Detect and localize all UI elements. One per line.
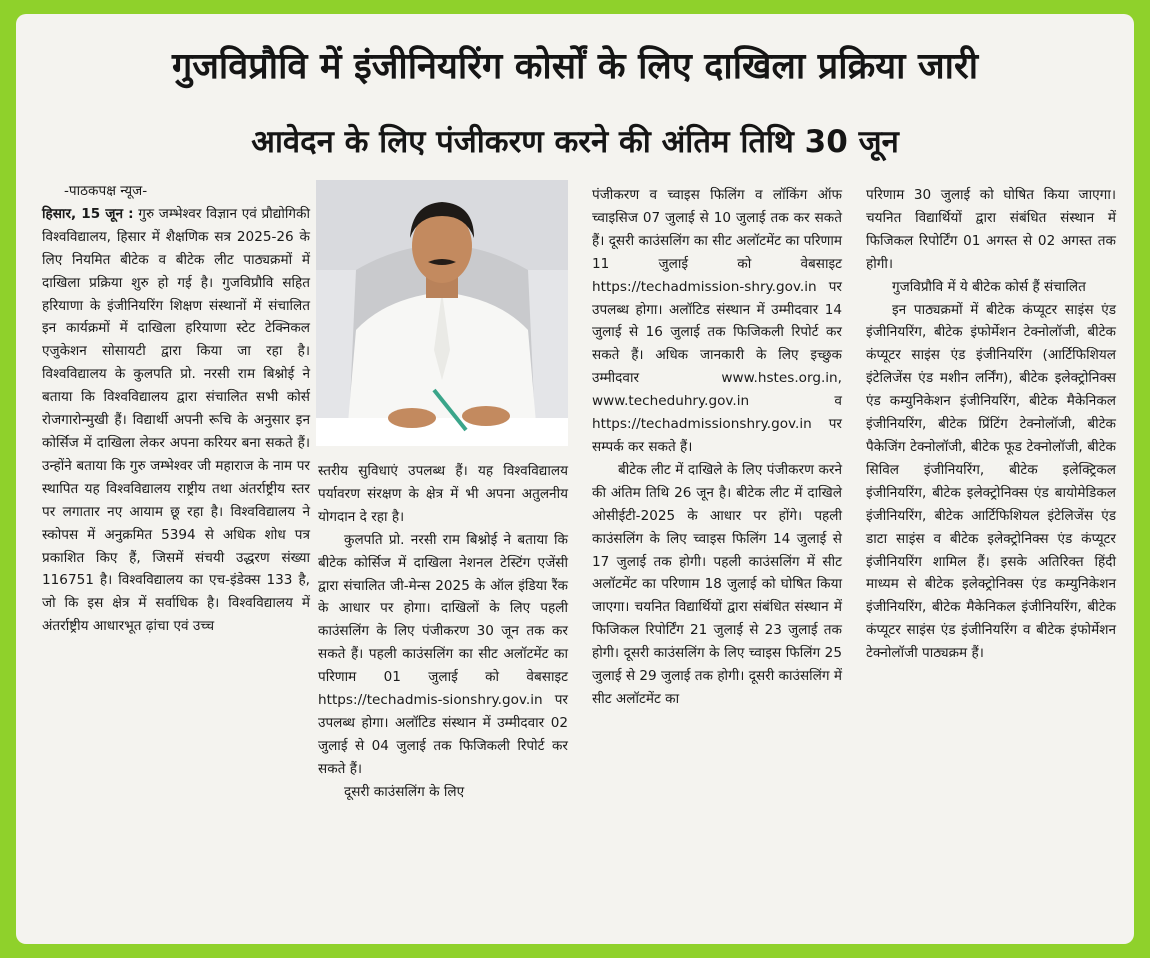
column-1 (42, 180, 310, 638)
column-3 (592, 184, 842, 711)
subheadline: आवेदन के लिए पंजीकरण करने की अंतिम तिथि 30 जून (251, 124, 899, 160)
col4-subheading: गुजविप्रौवि में ये बीटेक कोर्स हैं संचालित (892, 278, 1086, 295)
column-4 (866, 184, 1116, 665)
col4-paragraph-1: परिणाम 30 जुलाई को घोषित किया जाएगा। चयनित विद्यार्थियों द्वारा संबंधित संस्थान में फिजिकल रिपोर्टिंग 01 अगस्त से 02 अगस्त तक होगी। (866, 187, 1116, 272)
byline: -पाठकपक्ष न्यूज- (64, 183, 148, 199)
col1-paragraph (42, 203, 310, 638)
col3-paragraph-1: पंजीकरण व च्वाइस फिलिंग व लॉकिंग ऑफ च्वाइसिज 07 जुलाई से 10 जुलाई तक कर सकते हैं। दूसरी काउंसलिंग का सीट अलॉटमेंट का परिणाम 11 जुलाई को वेबसाइट https://techadmission-shry.gov.in पर उपलब्ध होगा। अलॉटिड संस्थान में उम्मीदवार 14 जुलाई से 16 जुलाई तक फिजिकली रिपोर्ट कर सकते हैं। अधिक जानकारी के लिए इच्छुक उम्मीदवार www.hstes.org.in, www.techeduhry.gov.in व https://techadmissionshry.gov.in पर सम्पर्क कर सकते हैं। (592, 187, 842, 455)
col1-intro-text: गुरु जम्भेश्वर विज्ञान एवं प्रौद्योगिकी विश्वविद्यालय, हिसार में शैक्षणिक सत्र 2025-26 के लिए नियमित बीटेक व बीटेक लीट पाठ्यक्रमों में दाखिला प्रक्रिया शुरु हो गई है। गुजविप्रौवि सहित हरियाणा के इंजीनियरिंग शिक्षण संस्थानों में संचालित इन कार्यक्रमों में दाखिला हरियाणा स्टेट टेक्निकल एजुकेशन सोसायटी द्वारा किया जा रहा है। विश्वविद्यालय के कुलपति प्रो. नरसी राम बिश्नोई ने बताया कि विश्वविद्यालय द्वारा संचालित सभी कोर्स रोजगारोन्मुखी हैं। विद्यार्थी अपनी रूचि के अनुसार इन कोर्सिज में दाखिला लेकर अपना करियर बना सकते हैं। उन्होंने बताया कि गुरु जम्भेश्वर जी महाराज के नाम पर स्थापित यह विश्वविद्यालय राष्ट्रीय तथा अंतर्राष्ट्रीय स्तर पर लगातार नए आयाम छू रहा है। विश्वविद्यालय ने स्कोपस में अनुक्रमित 5394 से अधिक शोध पत्र प्रकाशित किए हैं, जिसमें संचयी उद्धरण संख्या 116751 है। विश्वविद्यालय का एच-इंडेक्स 133 है, जो कि इस क्षेत्र में सर्वाधिक है। विश्वविद्यालय में अंतर्राष्ट्रीय आधारभूत ढ़ांचा एवं उच्च (42, 205, 310, 635)
col4-paragraph-3: इन पाठ्यक्रमों में बीटेक कंप्यूटर साइंस एंड इंजीनियरिंग, बीटेक इंफोर्मेशन टेक्नोलॉजी, बीटेक कंप्यूटर साइंस एंड इंजीनियरिंग (आर्टिफिशियल इंटेलिजेंस एंड मशीन लर्निंग), बीटेक इलेक्ट्रोनिक्स एंड कम्युनिकेशन इंजीनियरिंग, बीटेक मैकेनिकल इंजीनियरिंग, बीटेक प्रिंटिंग टेक्नोलॉजी, बीटेक पैकेजिंग टेक्नोलॉजी, बीटेक फूड टेक्नोलॉजी, बीटेक सिविल इंजीनियरिंग, बीटेक इलेक्ट्रिकल इंजीनियरिंग, बीटेक इलेक्ट्रोनिक्स एंड बायोमेडिकल इंजीनियरिंग, बीटेक आर्टिफिशियल इंटेलिजेंस एंड डाटा साइंस व बीटेक इलेक्ट्रोनिक्स एंड कंप्यूटर इंजीनियरिंग शामिल हैं। इसके अतिरिक्त हिंदी माध्यम से बीटेक इलेक्ट्रोनिक्स एंड कम्युनिकेशन इंजीनियरिंग, बीटेक मैकेनिकल इंजीनियरिंग, बीटेक कंप्यूटर साइंस एंड इंजीनियरिंग व बीटेक इंफोर्मेशन टेक्नोलॉजी पाठ्यक्रम हैं। (866, 301, 1116, 662)
col2-paragraph-3: दूसरी काउंसलिंग के लिए (344, 783, 465, 800)
headline: गुजविप्रौवि में इंजीनियरिंग कोर्सों के लिए दाखिला प्रक्रिया जारी (171, 46, 979, 87)
col3-paragraph-2: बीटेक लीट में दाखिले के लिए पंजीकरण करने की अंतिम तिथि 26 जून है। बीटेक लीट में दाखिले ओसीईटी-2025 के आधार पर होंगे। पहली काउंसलिंग के लिए च्वाइस फिलिंग 14 जुलाई से 17 जुलाई तक होगी। पहली काउंसलिंग में सीट अलॉटमेंट का परिणाम 18 जुलाई को घोषित किया जाएगा। चयनित विद्यार्थियों द्वारा संबंधित संस्थान में फिजिकल रिपोर्टिंग 21 जुलाई से 23 जुलाई तक होगी। दूसरी काउंसलिंग के लिए च्वाइस फिलिंग 25 जुलाई से 29 जुलाई तक होगी। दूसरी काउंसलिंग में सीट अलॉटमेंट का (592, 461, 842, 707)
dateline: हिसार, 15 जून : (42, 205, 134, 222)
vice-chancellor-photo (316, 180, 568, 446)
col2-paragraph-2: कुलपति प्रो. नरसी राम बिश्नोई ने बताया कि बीटेक कोर्सिज में दाखिला नेशनल टेस्टिंग एजेंसी द्वारा संचालित जी-मेन्स 2025 के ऑल इंडिया रैंक के आधार पर होगा। दाखिलों के लिए पहली काउंसलिंग के लिए पंजीकरण 30 जून तक कर सकते हैं। पहली काउंसलिंग का सीट अलॉटमेंट का परिणाम 01 जुलाई को वेबसाइट https://techadmis-sionshry.gov.in पर उपलब्ध होगा। अलॉटिड संस्थान में उम्मीदवार 02 जुलाई से 04 जुलाई तक फिजिकली रिपोर्ट कर सकते हैं। (318, 531, 568, 777)
col2-paragraph-1: स्तरीय सुविधाएं उपलब्ध हैं। यह विश्वविद्यालय पर्यावरण संरक्षण के क्षेत्र में भी अपना अतुलनीय योगदान दे रहा है। (318, 463, 568, 525)
column-2 (318, 460, 568, 804)
newspaper-clipping (16, 14, 1134, 944)
